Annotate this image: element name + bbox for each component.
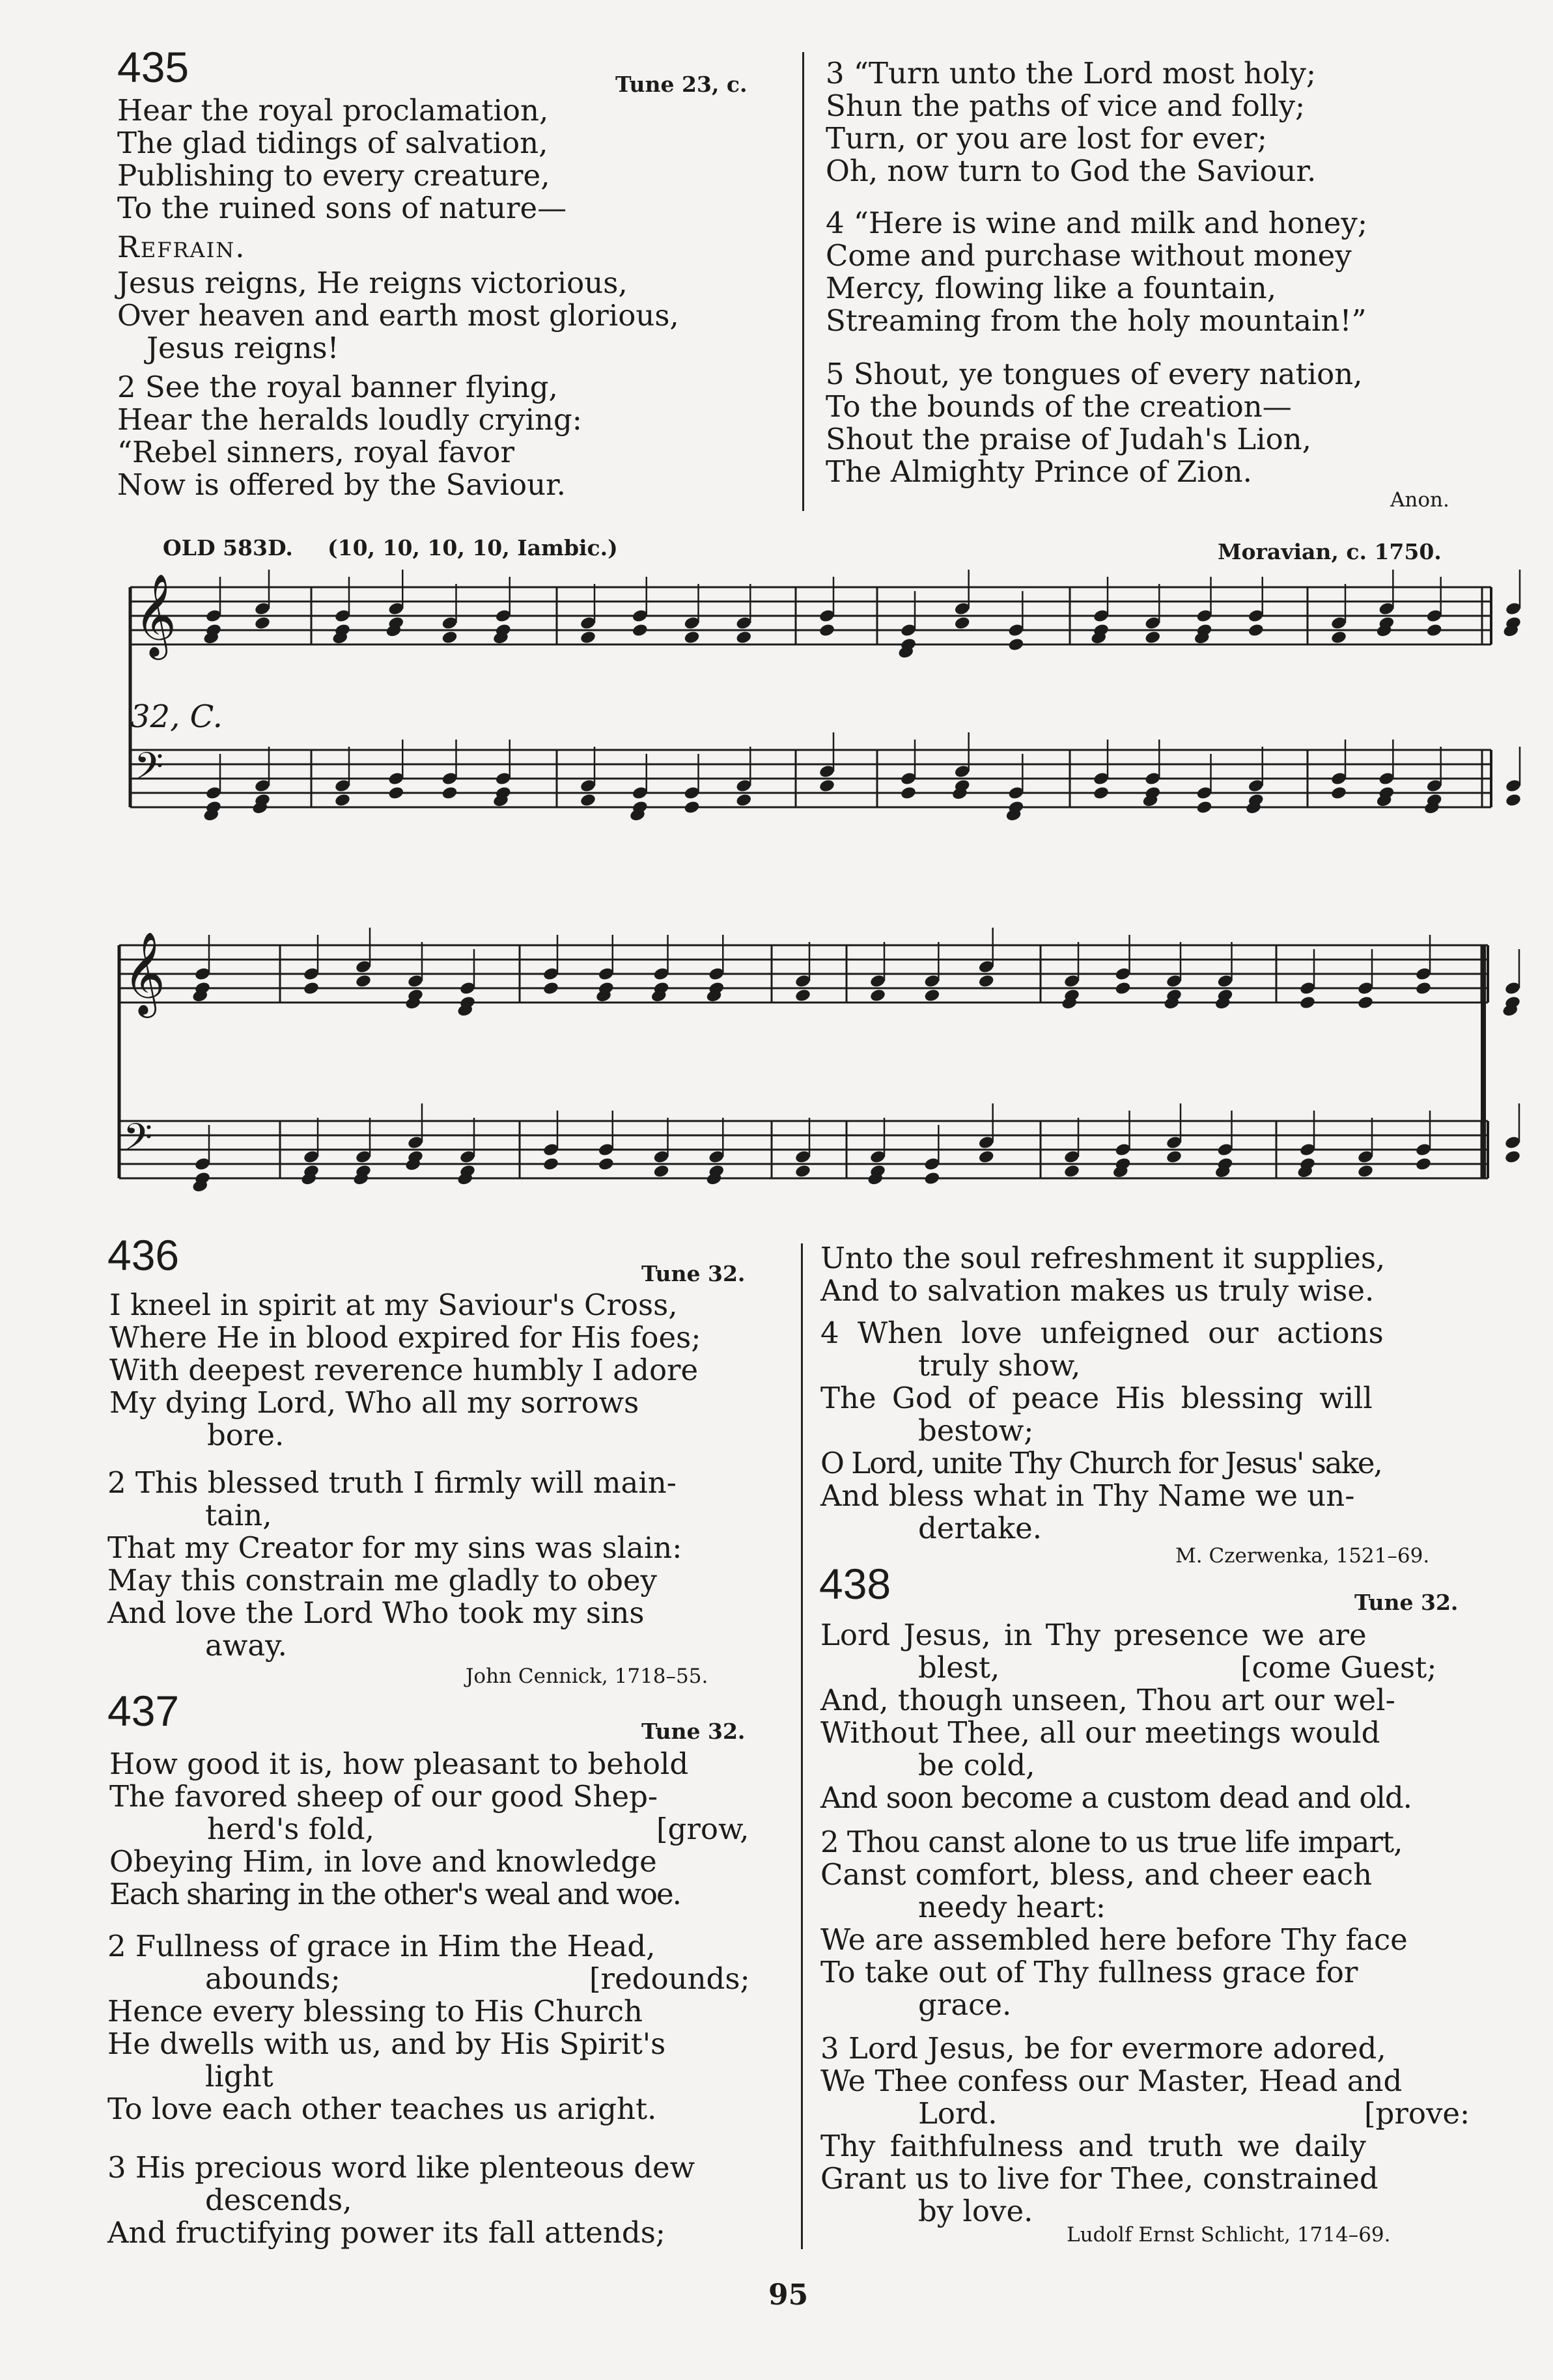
verse-line: The God of peace His blessing will xyxy=(820,1381,1373,1415)
hymn-author: Ludolf Ernst Schlicht, 1714–69. xyxy=(1067,2223,1391,2247)
note-head xyxy=(1504,1150,1521,1165)
verse-line: And to salvation makes us truly wise. xyxy=(820,1273,1375,1308)
verse-line: 3 “Turn unto the Lord most holy; xyxy=(826,56,1317,90)
verse-line: To the ruined sons of nature— xyxy=(117,191,567,225)
tune-reference: Tune 32. xyxy=(641,1261,746,1286)
verse-line: grace. xyxy=(918,1987,1012,2022)
verse-line: Each sharing in the other's weal and woe. xyxy=(109,1877,680,1911)
verse-line: O Lord, unite Thy Church for Jesus' sake, xyxy=(820,1446,1382,1480)
tune-reference: Tune 32. xyxy=(641,1719,746,1744)
verse-line: 2 Thou canst alone to us true life impart, xyxy=(820,1825,1403,1859)
refrain-line: Over heaven and earth most glorious, xyxy=(117,298,679,333)
refrain-label: Refrain. xyxy=(117,230,246,264)
verse-line: I kneel in spirit at my Saviour's Cross, xyxy=(109,1288,678,1322)
verse-line: Unto the soul refreshment it supplies, xyxy=(820,1241,1386,1275)
note-head xyxy=(441,630,458,645)
note-head xyxy=(598,1157,615,1172)
music-system-2 xyxy=(119,928,1521,1193)
treble-clef-icon: 𝄞 xyxy=(123,931,166,1014)
note-head xyxy=(818,779,835,794)
tune-composer: Moravian, c. 1750. xyxy=(1218,539,1442,564)
note-head xyxy=(1093,786,1110,801)
verse-line: [come Guest; xyxy=(1240,1650,1437,1685)
bass-clef-icon: 𝄢 xyxy=(123,1115,153,1169)
verse-line: “Rebel sinners, royal favor xyxy=(117,435,515,469)
note-head xyxy=(869,988,886,1003)
verse-line: Hear the heralds loudly crying: xyxy=(117,402,582,437)
verse-line: Come and purchase without money xyxy=(826,238,1352,273)
verse-line: 2 Fullness of grace in Him the Head, xyxy=(107,1929,656,1963)
verse-line: Obeying Him, in love and knowledge xyxy=(109,1844,657,1879)
note-head xyxy=(1426,623,1443,638)
verse-line: Shout the praise of Judah's Lion, xyxy=(826,422,1311,456)
verse-line: bestow; xyxy=(918,1413,1034,1448)
verse-line: 4 When love unfeigned our actions xyxy=(820,1316,1384,1350)
hymn-number: 436 xyxy=(107,1231,180,1279)
note-head xyxy=(441,786,458,801)
hymn-author: John Cennick, 1718–55. xyxy=(466,1665,708,1688)
verse-line: The Almighty Prince of Zion. xyxy=(826,454,1252,489)
verse-line: My dying Lord, Who all my sorrows xyxy=(109,1385,639,1420)
verse-line: Hence every blessing to His Church xyxy=(107,1994,643,2028)
note-head xyxy=(542,1157,559,1172)
verse-line: abounds; xyxy=(205,1961,341,1996)
column-divider xyxy=(802,52,804,511)
verse-line: We Thee confess our Master, Head and xyxy=(820,2064,1403,2098)
note-head xyxy=(818,623,835,638)
note-head xyxy=(1144,630,1161,645)
note-head xyxy=(1248,623,1265,638)
verse-line: Oh, now turn to God the Saviour. xyxy=(826,154,1317,188)
verse-line: The favored sheep of our good Shep- xyxy=(109,1779,658,1814)
note-head xyxy=(735,793,752,808)
tune-reference: Tune 32. xyxy=(1354,1590,1459,1615)
note-head xyxy=(387,786,404,801)
hymn-author: M. Czerwenka, 1521–69. xyxy=(1175,1544,1430,1568)
verse-line: light xyxy=(205,2059,273,2094)
verse-line: Turn, or you are lost for ever; xyxy=(826,121,1267,156)
column-divider xyxy=(801,1243,803,2249)
note-head xyxy=(978,1150,995,1165)
hymn-number: 438 xyxy=(819,1560,891,1608)
note-head xyxy=(1063,1164,1080,1179)
verse-line: dertake. xyxy=(918,1511,1042,1545)
note-head xyxy=(1357,995,1374,1010)
verse-line: We are assembled here before Thy face xyxy=(820,1922,1408,1957)
verse-line: truly show, xyxy=(918,1348,1081,1383)
verse-line: Streaming from the holy mountain!” xyxy=(826,303,1367,338)
note-head xyxy=(542,981,559,996)
note-head xyxy=(334,793,351,808)
verse-line: by love. xyxy=(918,2194,1033,2228)
verse-line: tain, xyxy=(205,1498,272,1532)
hymn-author: Anon. xyxy=(1390,488,1449,512)
tune-reference: Tune 23, c. xyxy=(615,72,748,97)
verse-line: [redounds; xyxy=(589,1961,750,1996)
verse-line: Hear the royal proclamation, xyxy=(117,93,549,128)
note-head xyxy=(978,974,995,989)
note-head xyxy=(355,974,372,989)
verse-line: Shun the paths of vice and folly; xyxy=(826,89,1306,123)
verse-line: bore. xyxy=(207,1418,285,1452)
note-head xyxy=(652,1164,669,1179)
verse-line: He dwells with us, and by His Spirit's xyxy=(107,2027,666,2061)
verse-line: Now is offered by the Saviour. xyxy=(117,467,566,502)
verse-line: needy heart: xyxy=(918,1890,1106,1924)
note-head xyxy=(683,630,700,645)
verse-line: With deepest reverence humbly I adore xyxy=(109,1353,699,1387)
tune-meter: (10, 10, 10, 10, Iambic.) xyxy=(328,535,618,560)
verse-line: Mercy, flowing like a fountain, xyxy=(826,271,1277,305)
verse-line: 2 See the royal banner flying, xyxy=(117,370,558,404)
verse-line: descends, xyxy=(205,2183,352,2217)
verse-line: And bless what in Thy Name we un- xyxy=(820,1478,1355,1513)
note-head xyxy=(923,1171,940,1186)
note-head xyxy=(580,630,596,645)
bass-clef-icon: 𝄢 xyxy=(134,744,164,797)
verse-line: Lord Jesus, in Thy presence we are xyxy=(820,1618,1367,1652)
note-head xyxy=(1505,793,1522,808)
note-head xyxy=(1007,637,1024,652)
verse-line: [prove: xyxy=(1364,2096,1470,2131)
verse-line: And soon become a custom dead and old. xyxy=(820,1780,1412,1815)
note-head xyxy=(254,616,271,631)
verse-line: [grow, xyxy=(656,1812,749,1846)
note-head xyxy=(303,981,320,996)
verse-line: Where He in blood expired for His foes; xyxy=(109,1320,701,1355)
verse-line: blest, xyxy=(918,1650,1000,1685)
verse-line: Without Thee, all our meetings would xyxy=(820,1715,1380,1750)
note-head xyxy=(1357,1164,1374,1179)
note-head xyxy=(1114,981,1131,996)
verse-line: And fructifying power its fall attends; xyxy=(107,2215,665,2250)
music-score xyxy=(0,560,1553,1224)
verse-line: Publishing to every creature, xyxy=(117,158,550,193)
verse-line: Thy faithfulness and truth we daily xyxy=(820,2129,1366,2163)
hymn-number: 435 xyxy=(117,43,189,91)
verse-line: To love each other teaches us aright. xyxy=(107,2092,657,2126)
note-head xyxy=(1166,1150,1182,1165)
verse-line: To the bounds of the creation— xyxy=(826,389,1292,424)
note-head xyxy=(900,786,917,801)
note-head xyxy=(735,630,752,645)
note-head xyxy=(683,800,700,815)
note-head xyxy=(1415,981,1432,996)
verse-line: 5 Shout, ye tongues of every nation, xyxy=(826,357,1363,391)
note-head xyxy=(1415,1157,1432,1172)
verse-line: May this constrain me gladly to obey xyxy=(107,1563,657,1598)
note-head xyxy=(794,988,811,1003)
verse-line: Canst comfort, bless, and cheer each xyxy=(820,1857,1373,1892)
verse-line: 4 “Here is wine and milk and honey; xyxy=(826,206,1368,240)
tune-name: OLD 583D. xyxy=(163,535,293,560)
verse-line: 3 His precious word like plenteous dew xyxy=(107,2150,695,2185)
verse-line: And love the Lord Who took my sins xyxy=(107,1596,645,1630)
refrain-line: Jesus reigns! xyxy=(147,331,339,365)
verse-line: How good it is, how pleasant to behold xyxy=(109,1747,689,1781)
verse-line: 2 This blessed truth I firmly will main- xyxy=(107,1465,677,1500)
verse-line: be cold, xyxy=(918,1748,1035,1782)
note-head xyxy=(954,616,971,631)
verse-line: Grant us to live for Thee, constrained xyxy=(820,2161,1378,2196)
page-number: 95 xyxy=(768,2278,809,2312)
verse-line: To take out of Thy fullness grace for xyxy=(820,1955,1358,1989)
note-head xyxy=(794,1164,811,1179)
note-head xyxy=(580,793,596,808)
note-head xyxy=(1330,786,1347,801)
note-head xyxy=(1299,995,1316,1010)
note-head xyxy=(632,623,649,638)
music-system-1 xyxy=(130,570,1522,822)
verse-line: herd's fold, xyxy=(207,1812,374,1846)
refrain-line: Jesus reigns, He reigns victorious, xyxy=(117,266,628,300)
verse-line: That my Creator for my sins was slain: xyxy=(107,1530,682,1565)
hymn-number: 437 xyxy=(107,1687,180,1735)
verse-line: The glad tidings of salvation, xyxy=(117,126,548,160)
note-head xyxy=(1196,800,1212,815)
verse-line: Lord. xyxy=(918,2096,998,2131)
treble-clef-icon: 𝄞 xyxy=(134,573,177,656)
note-head xyxy=(1330,630,1347,645)
tune-number: 32, C. xyxy=(130,699,223,735)
verse-line: And, though unseen, Thou art our wel- xyxy=(820,1683,1395,1717)
note-head xyxy=(923,988,940,1003)
verse-line: 3 Lord Jesus, be for evermore adored, xyxy=(820,2031,1386,2066)
verse-line: away. xyxy=(205,1628,287,1663)
